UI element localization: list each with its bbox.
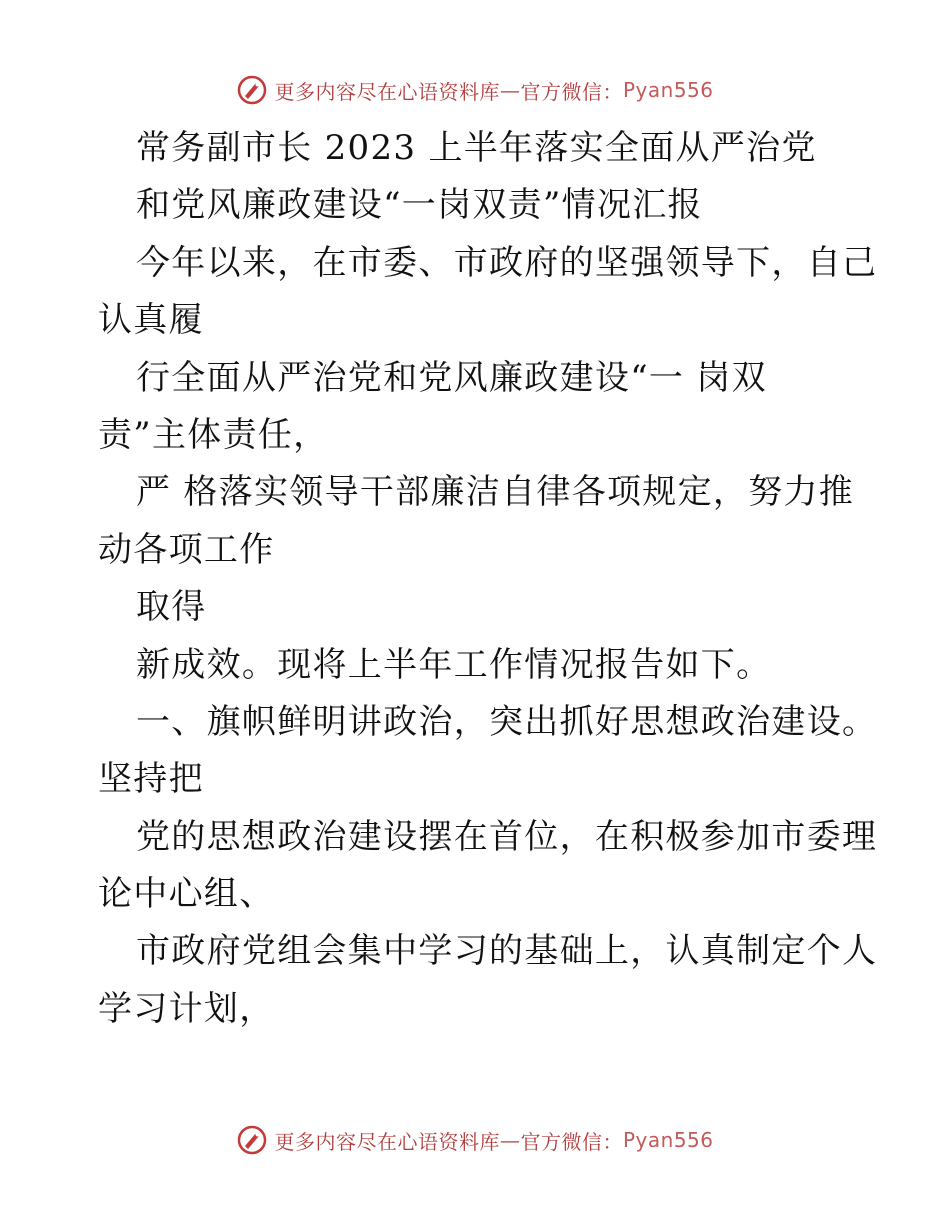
text-line: 严 格落实领导干部廉洁自律各项规定，努力推: [136, 472, 855, 513]
text-line: 行全面从严治党和党风廉政建设“一 岗双: [136, 357, 767, 398]
text-line: 党的思想政治建设摆在首位，在积极参加市委理: [136, 816, 878, 857]
pen-nib-logo-icon: [236, 74, 268, 106]
footer-wechat-label: 官方微信：: [520, 1129, 623, 1154]
document-body: [98, 120, 878, 1038]
text-line: 取得: [136, 587, 207, 628]
header-wechat-id: Pyan556: [622, 78, 714, 102]
header-wechat-label: 官方微信：: [520, 79, 623, 104]
footer-dash: —: [499, 1128, 521, 1152]
footer-brand: 更多内容尽在心语资料库: [274, 1129, 500, 1154]
text-line: 新成效。现将上半年工作情况报告如下。: [136, 644, 772, 685]
text-line: 论中心组、: [98, 874, 275, 915]
text-line: 动各项工作: [98, 529, 275, 570]
header-brand: 更多内容尽在心语资料库: [274, 79, 500, 104]
pen-nib-logo-icon: [236, 1124, 268, 1156]
text-line: 坚持把: [98, 759, 204, 800]
text-line: 责”主体责任，: [98, 414, 329, 455]
text-line: 市政府党组会集中学习的基础上，认真制定个人: [136, 931, 878, 972]
footer-banner: [0, 1120, 950, 1160]
section-heading-line: 一、旗帜鲜明讲政治，突出抓好思想政治建设。: [136, 701, 878, 742]
text-line: 学习计划，: [98, 988, 275, 1029]
text-line: 今年以来，在市委、市政府的坚强领导下，自己: [136, 242, 878, 283]
title-line-2: 和党风廉政建设“一岗双责”情况汇报: [136, 185, 703, 226]
footer-wechat-id: Pyan556: [622, 1128, 714, 1152]
text-line: 认真履: [98, 300, 204, 341]
header-dash: —: [499, 78, 521, 102]
header-banner: [0, 70, 950, 110]
title-line-1: 常务副市长 2023 上半年落实全面从严治党: [136, 128, 817, 168]
